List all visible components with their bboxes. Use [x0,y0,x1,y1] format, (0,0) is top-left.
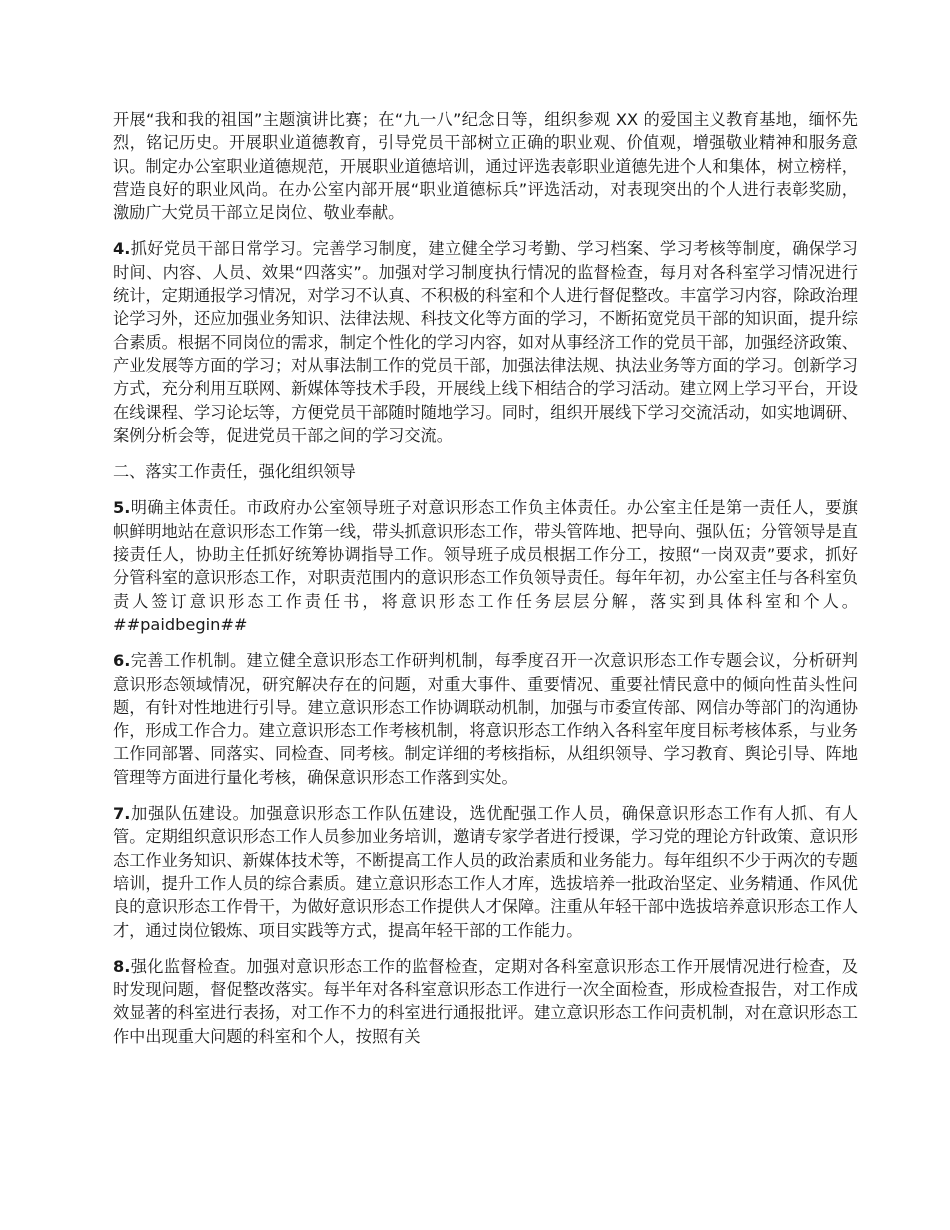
paragraph-item-8 [113,955,858,1048]
item-number: 4. [113,239,131,259]
paragraph-item-7 [113,802,858,942]
item-number: 6. [113,651,131,671]
paragraph-item-5 [113,496,858,636]
item-number: 5. [113,498,131,518]
paragraph-text: 强化监督检查。加强对意识形态工作的监督检查，定期对各科室意识形态工作开展情况进行检查，及时发现问题，督促整改落实。每半年对各科室意识形态工作进行一次全面检查，形成检查报告，对工作成效显著的科室进行表扬，对工作不力的科室进行通报批评。建立意识形态工作问责机制，对在意识形态工作中出现重大问题的科室和个人，按照有关 [113,956,858,1046]
paragraph-text: 抓好党员干部日常学习。完善学习制度，建立健全学习考勤、学习档案、学习考核等制度，确保学习时间、内容、人员、效果“四落实”。加强对学习制度执行情况的监督检查，每月对各科室学习情况进行统计，定期通报学习情况，对学习不认真、不积极的科室和个人进行督促整改。丰富学习内容，除政治理论学习外，还应加强业务知识、法律法规、科技文化等方面的学习，不断拓宽党员干部的知识面，提升综合素质。根据不同岗位的需求，制定个性化的学习内容，如对从事经济工作的党员干部，加强经济政策、产业发展等方面的学习；对从事法制工作的党员干部，加强法律法规、执法业务等方面的学习。创新学习方式，充分利用互联网、新媒体等技术手段，开展线上线下相结合的学习活动。建立网上学习平台，开设在线课程、学习论坛等，方便党员干部随时随地学习。同时，组织开展线下学习交流活动，如实地调研、案例分析会等，促进党员干部之间的学习交流。 [113,239,858,445]
paragraph-text: 开展“我和我的祖国”主题演讲比赛；在“九一八”纪念日等，组织参观 XX 的爱国主义教育基地，缅怀先烈，铭记历史。开展职业道德教育，引导党员干部树立正确的职业观、价值观，增强敬业精神和服务意识。制定办公室职业道德规范，开展职业道德培训，通过评选表彰职业道德先进个人和集体，树立榜样，营造良好的职业风尚。在办公室内部开展“职业道德标兵”评选活动，对表现突出的个人进行表彰奖励，激励广大党员干部立足岗位、敬业奉献。 [113,110,858,223]
document-page [113,108,858,1061]
paragraph-text: 明确主体责任。市政府办公室领导班子对意识形态工作负主体责任。办公室主任是第一责任人，要旗帜鲜明地站在意识形态工作第一线，带头抓意识形态工作，带头管阵地、把导向、强队伍；分管领导是直接责任人，协助主任抓好统筹协调指导工作。领导班子成员根据工作分工，按照“一岗双责”要求，抓好分管科室的意识形态工作，对职责范围内的意识形态工作负领导责任。每年年初，办公室主任与各科室负责人签订意识形态工作责任书，将意识形态工作任务层层分解，落实到具体科室和个人。##paidbegin## [113,498,858,634]
item-number: 8. [113,956,131,976]
paragraph-patriotic-education [113,108,858,224]
paragraph-text: 加强队伍建设。加强意识形态工作队伍建设，选优配强工作人员，确保意识形态工作有人抓、有人管。定期组织意识形态工作人员参加业务培训，邀请专家学者进行授课，学习党的理论方针政策、意识形态工作业务知识、新媒体技术等，不断提高工作人员的政治素质和业务能力。每年组织不少于两次的专题培训，提升工作人员的综合素质。建立意识形态工作人才库，选拔培养一批政治坚定、业务精通、作风优良的意识形态工作骨干，为做好意识形态工作提供人才保障。注重从年轻干部中选拔培养意识形态工作人才，通过岗位锻炼、项目实践等方式，提高年轻干部的工作能力。 [113,804,858,940]
paragraph-item-6 [113,649,858,789]
paragraph-item-4 [113,237,858,447]
section-heading-2: 二、落实工作责任，强化组织领导 [113,462,356,482]
paragraph-text: 完善工作机制。建立健全意识形态工作研判机制，每季度召开一次意识形态工作专题会议，分析研判意识形态领域情况，研究解决存在的问题，对重大事件、重要情况、重要社情民意中的倾向性苗头性问题，有针对性地进行引导。建立意识形态工作协调联动机制，加强与市委宣传部、网信办等部门的沟通协作，形成工作合力。建立意识形态工作考核机制，将意识形态工作纳入各科室年度目标考核体系，与业务工作同部署、同落实、同检查、同考核。制定详细的考核指标，从组织领导、学习教育、舆论引导、阵地管理等方面进行量化考核，确保意识形态工作落到实处。 [113,651,858,787]
item-number: 7. [113,804,131,824]
